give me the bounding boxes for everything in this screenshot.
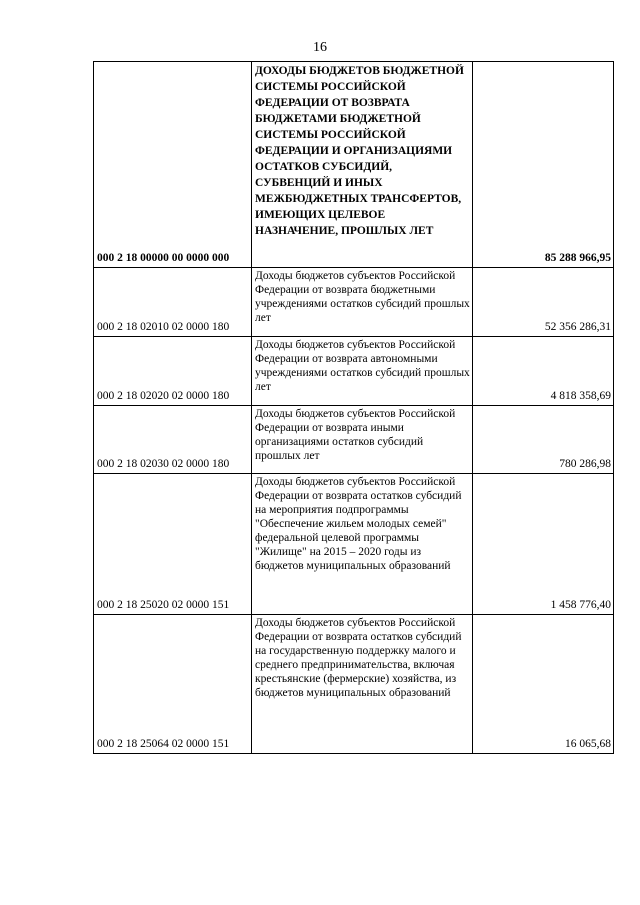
- table-row: [94, 615, 614, 754]
- amount-cell: 1 458 776,40: [473, 474, 614, 615]
- revenue-name-cell: Доходы бюджетов субъектов Российской Федерации от возврата остатков субсидий на мероприятия подпрограммы "Обеспечение жильем молодых семей" федеральной целевой программы "Жилище" на 2015 – 2020 годы из бюджетов муниципальных образований: [252, 474, 473, 615]
- budget-code-cell: 000 2 18 25020 02 0000 151: [94, 474, 252, 615]
- revenue-name-cell: Доходы бюджетов субъектов Российской Федерации от возврата иными организациями остатков субсидий прошлых лет: [252, 406, 473, 474]
- table-row-total: [94, 62, 614, 268]
- amount-cell: 52 356 286,31: [473, 268, 614, 337]
- page-number: 16: [313, 40, 327, 55]
- budget-code-cell: 000 2 18 02020 02 0000 180: [94, 337, 252, 406]
- amount-cell: 85 288 966,95: [473, 62, 614, 268]
- revenue-name-cell: Доходы бюджетов субъектов Российской Федерации от возврата бюджетными учреждениями остатков субсидий прошлых лет: [252, 268, 473, 337]
- amount-cell: 16 065,68: [473, 615, 614, 754]
- budget-code-cell: 000 2 18 00000 00 0000 000: [94, 62, 252, 268]
- budget-code-cell: 000 2 18 25064 02 0000 151: [94, 615, 252, 754]
- budget-code-cell: 000 2 18 02010 02 0000 180: [94, 268, 252, 337]
- revenue-name-cell: ДОХОДЫ БЮДЖЕТОВ БЮДЖЕТНОЙ СИСТЕМЫ РОССИЙСКОЙ ФЕДЕРАЦИИ ОТ ВОЗВРАТА БЮДЖЕТАМИ БЮДЖЕТНОЙ СИСТЕМЫ РОССИЙСКОЙ ФЕДЕРАЦИИ И ОРГАНИЗАЦИЯМИ ОСТАТКОВ СУБСИДИЙ, СУБВЕНЦИЙ И ИНЫХ МЕЖБЮДЖЕТНЫХ ТРАНСФЕРТОВ, ИМЕЮЩИХ ЦЕЛЕВОЕ НАЗНАЧЕНИЕ, ПРОШЛЫХ ЛЕТ: [252, 62, 473, 268]
- amount-cell: 780 286,98: [473, 406, 614, 474]
- table-row: [94, 337, 614, 406]
- amount-cell: 4 818 358,69: [473, 337, 614, 406]
- table-row: [94, 268, 614, 337]
- table-row: [94, 406, 614, 474]
- budget-code-cell: 000 2 18 02030 02 0000 180: [94, 406, 252, 474]
- revenue-name-cell: Доходы бюджетов субъектов Российской Федерации от возврата остатков субсидий на государственную поддержку малого и среднего предпринимательства, включая крестьянские (фермерские) хозяйства, из бюджетов муниципальных образований: [252, 615, 473, 754]
- budget-revenue-table: [93, 61, 614, 754]
- revenue-name-cell: Доходы бюджетов субъектов Российской Федерации от возврата автономными учреждениями остатков субсидий прошлых лет: [252, 337, 473, 406]
- table-row: [94, 474, 614, 615]
